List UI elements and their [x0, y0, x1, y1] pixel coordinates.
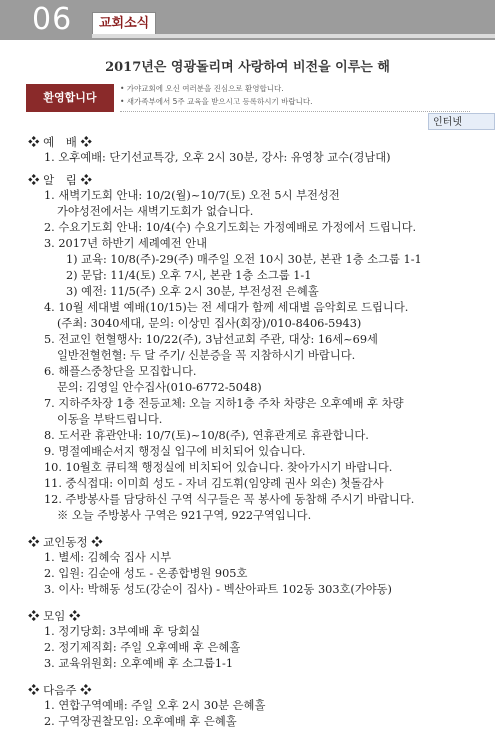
notice-line: 12. 주방봉사를 담당하신 구역 식구들은 꼭 봉사에 동참해 주시기 바랍니다. [44, 493, 415, 506]
notice-line: 2. 수요기도회 안내: 10/4(수) 수요기도회는 가정예배로 가정에서 드립니다. [44, 221, 417, 234]
notice-line: 11. 중식접대: 이미희 성도 - 자녀 김도휘(임양례 권사 외손) 첫돌감사 [44, 477, 384, 490]
section-number: 06 [32, 2, 73, 37]
meeting-item: 3. 교육위원회: 오후예배 후 소그룹1-1 [44, 657, 234, 670]
member-item: 3. 이사: 박해동 성도(강순이 집사) - 벡산아파트 102동 303호(가야동) [44, 583, 392, 596]
section-title: 교회소식 [92, 12, 156, 36]
meetings-heading: ❖ 모임 ❖ [28, 609, 81, 623]
member-item: 1. 별세: 김혜숙 집사 시부 [44, 551, 172, 564]
notice-line: 3. 2017년 하반기 세례예전 안내 [44, 237, 208, 250]
notice-line: (주최: 3040세대, 문의: 이상민 집사(회장)/010-8406-5943) [57, 317, 362, 330]
meeting-item: 2. 정기제직회: 주일 오후예배 후 은혜홀 [44, 641, 241, 654]
notice-line: ※ 오늘 주방봉사 구역은 921구역, 922구역입니다. [57, 509, 312, 522]
notice-line: 1. 새벽기도회 안내: 10/2(월)~10/7(토) 오전 5시 부전성전 [44, 189, 340, 202]
notice-line: 8. 도서관 휴관안내: 10/7(토)~10/8(주), 연휴관계로 휴관합니다. [44, 429, 369, 442]
notice-line: 9. 명절예배순서지 행정실 입구에 비치되어 있습니다. [44, 445, 306, 458]
worship-heading: ❖ 예 배 ❖ [28, 135, 93, 149]
worship-item: 1. 오후예배: 단기선교특강, 오후 2시 30분, 강사: 유영창 교수(경남대) [44, 151, 391, 164]
welcome-notes [120, 82, 470, 112]
notice-line: 4. 10월 세대별 예배(10/15)는 전 세대가 함께 세대별 음악회로 드립니다. [44, 301, 409, 314]
notice-line: 7. 지하주차장 1층 전등교체: 오늘 지하1층 주차 차량은 오후예배 후 차량 [44, 397, 404, 410]
notice-line: 일반전혈헌혈: 두 달 주기/ 신분증을 꼭 지참하시기 바랍니다. [57, 349, 356, 362]
notice-line: 2) 문답: 11/4(토) 오후 7시, 본관 1층 소그룹 1-1 [66, 269, 312, 282]
members-heading: ❖ 교인동정 ❖ [28, 535, 103, 549]
notice-line: 3) 예전: 11/5(주) 오후 2시 30분, 부전성전 은혜홀 [66, 285, 319, 298]
member-item: 2. 입원: 김순애 성도 - 온종합병원 905호 [44, 567, 248, 580]
next-week-heading: ❖ 다음주 ❖ [28, 683, 92, 697]
internet-tab-button[interactable]: 인터넷 [428, 113, 495, 130]
yearly-motto: 2017년은 영광돌리며 사랑하여 비전을 이루는 해 [105, 60, 390, 75]
next-week-item: 2. 구역장권찰모임: 오후예배 후 은혜홀 [44, 715, 237, 728]
notice-line: 5. 전교인 헌혈행사: 10/22(주), 3남선교회 주관, 대상: 16세~69세 [44, 333, 378, 346]
notice-line: 가야성전에서는 새벽기도회가 없습니다. [57, 205, 254, 218]
welcome-label: 환영합니다 [26, 84, 114, 112]
welcome-note: • 가야교회에 오신 여러분을 진심으로 환영합니다. [120, 84, 284, 93]
meeting-item: 1. 정기당회: 3부예배 후 당회실 [44, 625, 201, 638]
section-header [0, 0, 495, 40]
header-stripe [92, 34, 495, 38]
notice-line: 1) 교육: 10/8(주)-29(주) 매주일 오전 10시 30분, 본관 1층 소그룹 1-1 [66, 253, 422, 266]
notice-line: 이동을 부탁드립니다. [57, 413, 163, 426]
notices-heading: ❖ 알 림 ❖ [28, 173, 93, 187]
next-week-item: 1. 연합구역예배: 주일 오후 2시 30분 은혜홀 [44, 699, 266, 712]
notice-line: 10. 10월호 큐티책 행정실에 비치되어 있습니다. 찾아가시기 바랍니다. [44, 461, 393, 474]
welcome-note: • 새가족부에서 5주 교육을 받으시고 등록하시기 바랍니다. [120, 97, 313, 106]
notice-line: 문의: 김영일 안수집사(010-6772-5048) [57, 381, 262, 394]
notice-line: 6. 해플스중창단을 모집합니다. [44, 365, 197, 378]
